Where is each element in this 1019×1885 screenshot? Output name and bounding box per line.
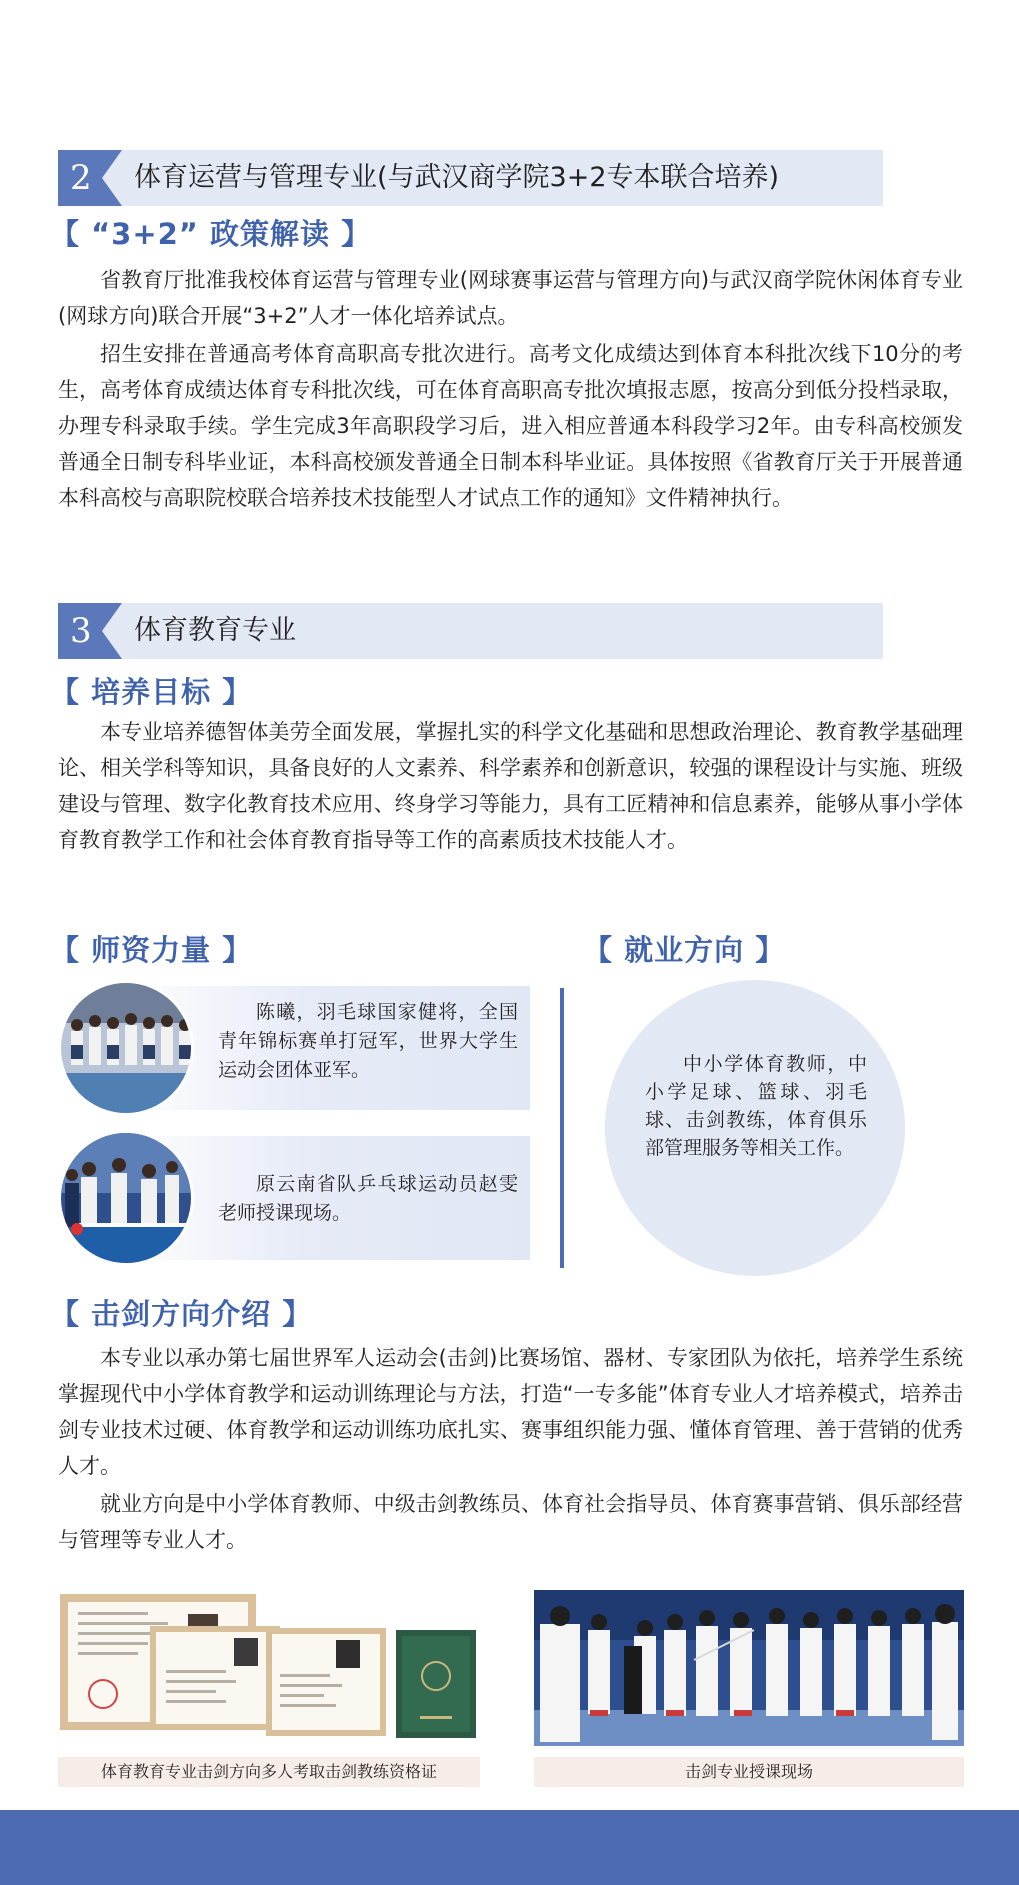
section-2-title: 体育运营与管理专业(与武汉商学院3+2专本联合培养) xyxy=(134,162,780,193)
policy-paragraph-2: 招生安排在普通高考体育高职高专批次进行。高考文化成绩达到体育本科批次线下10分的考生，高考体育成绩达体育专科批次线，可在体育高职高专批次填报志愿，按高分到低分投档录取，办理专科录取手续。学生完成3年高职段学习后，进入相应普通本科段学习2年。由专科高校颁发普通全日制专科毕业证，本科高校颁发普通全日制本科毕业证。具体按照《省教育厅关于开展普通本科高校与高职院校联合培养技术技能型人才试点工作的通知》文件精神执行。 xyxy=(58,342,963,510)
section-3-number: 3 xyxy=(58,603,122,659)
fencing-heading: 【 击剑方向介绍 】 xyxy=(50,1297,313,1331)
goal-paragraph: 本专业培养德智体美劳全面发展，掌握扎实的科学文化基础和思想政治理论、教育教学基础理论、相关学科等知识，具备良好的人文素养、科学素养和创新意识，较强的课程设计与实施、班级建设与管理、数字化教育技术应用、终身学习等能力，具有工匠精神和信息素养，能够从事小学体育教育教学工作和社会体育教育指导等工作的高素质技术技能人才。 xyxy=(58,720,963,852)
table-tennis-class-photo xyxy=(58,1130,194,1266)
fencing-paragraph-2: 就业方向是中小学体育教师、中级击剑教练员、体育社会指导员、体育赛事营销、俱乐部经营与管理等专业人才。 xyxy=(58,1492,963,1552)
section-2-number: 2 xyxy=(58,150,122,206)
goal-heading: 【 培养目标 】 xyxy=(50,675,253,709)
certificates-caption: 体育教育专业击剑方向多人考取击剑教练资格证 xyxy=(58,1757,480,1787)
teacher-2-description: 原云南省队乒乓球运动员赵雯老师授课现场。 xyxy=(218,1173,518,1224)
career-description: 中小学体育教师，中小学足球、篮球、羽毛球、击剑教练，体育俱乐部管理服务等相关工作。 xyxy=(645,1053,867,1159)
teacher-1-description: 陈曦，羽毛球国家健将，全国青年锦标赛单打冠军，世界大学生运动会团体亚军。 xyxy=(218,1001,518,1081)
teacher-card-1 xyxy=(58,980,530,1106)
certificates-photo xyxy=(58,1590,480,1746)
section-2-header xyxy=(58,150,883,206)
career-heading: 【 就业方向 】 xyxy=(583,933,786,967)
fencing-class-caption: 击剑专业授课现场 xyxy=(534,1757,964,1787)
footer-bar xyxy=(0,1810,1019,1885)
section-3-title: 体育教育专业 xyxy=(134,615,296,646)
badminton-team-photo xyxy=(58,980,194,1116)
fencing-class-photo xyxy=(534,1590,964,1746)
policy-paragraph-1: 省教育厅批准我校体育运营与管理专业(网球赛事运营与管理方向)与武汉商学院休闲体育专业(网球方向)联合开展“3+2”人才一体化培养试点。 xyxy=(58,268,963,328)
faculty-heading: 【 师资力量 】 xyxy=(50,933,253,967)
policy-heading: 【 “3+2” 政策解读 】 xyxy=(50,217,372,251)
section-3-header xyxy=(58,603,883,659)
teacher-card-2 xyxy=(58,1130,530,1256)
column-divider xyxy=(560,988,564,1268)
fencing-paragraph-1: 本专业以承办第七届世界军人运动会(击剑)比赛场馆、器材、专家团队为依托，培养学生系统掌握现代中小学体育教学和运动训练理论与方法，打造“一专多能”体育专业人才培养模式，培养击剑专业技术过硬、体育教学和运动训练功底扎实、赛事组织能力强、懂体育管理、善于营销的优秀人才。 xyxy=(58,1346,963,1478)
